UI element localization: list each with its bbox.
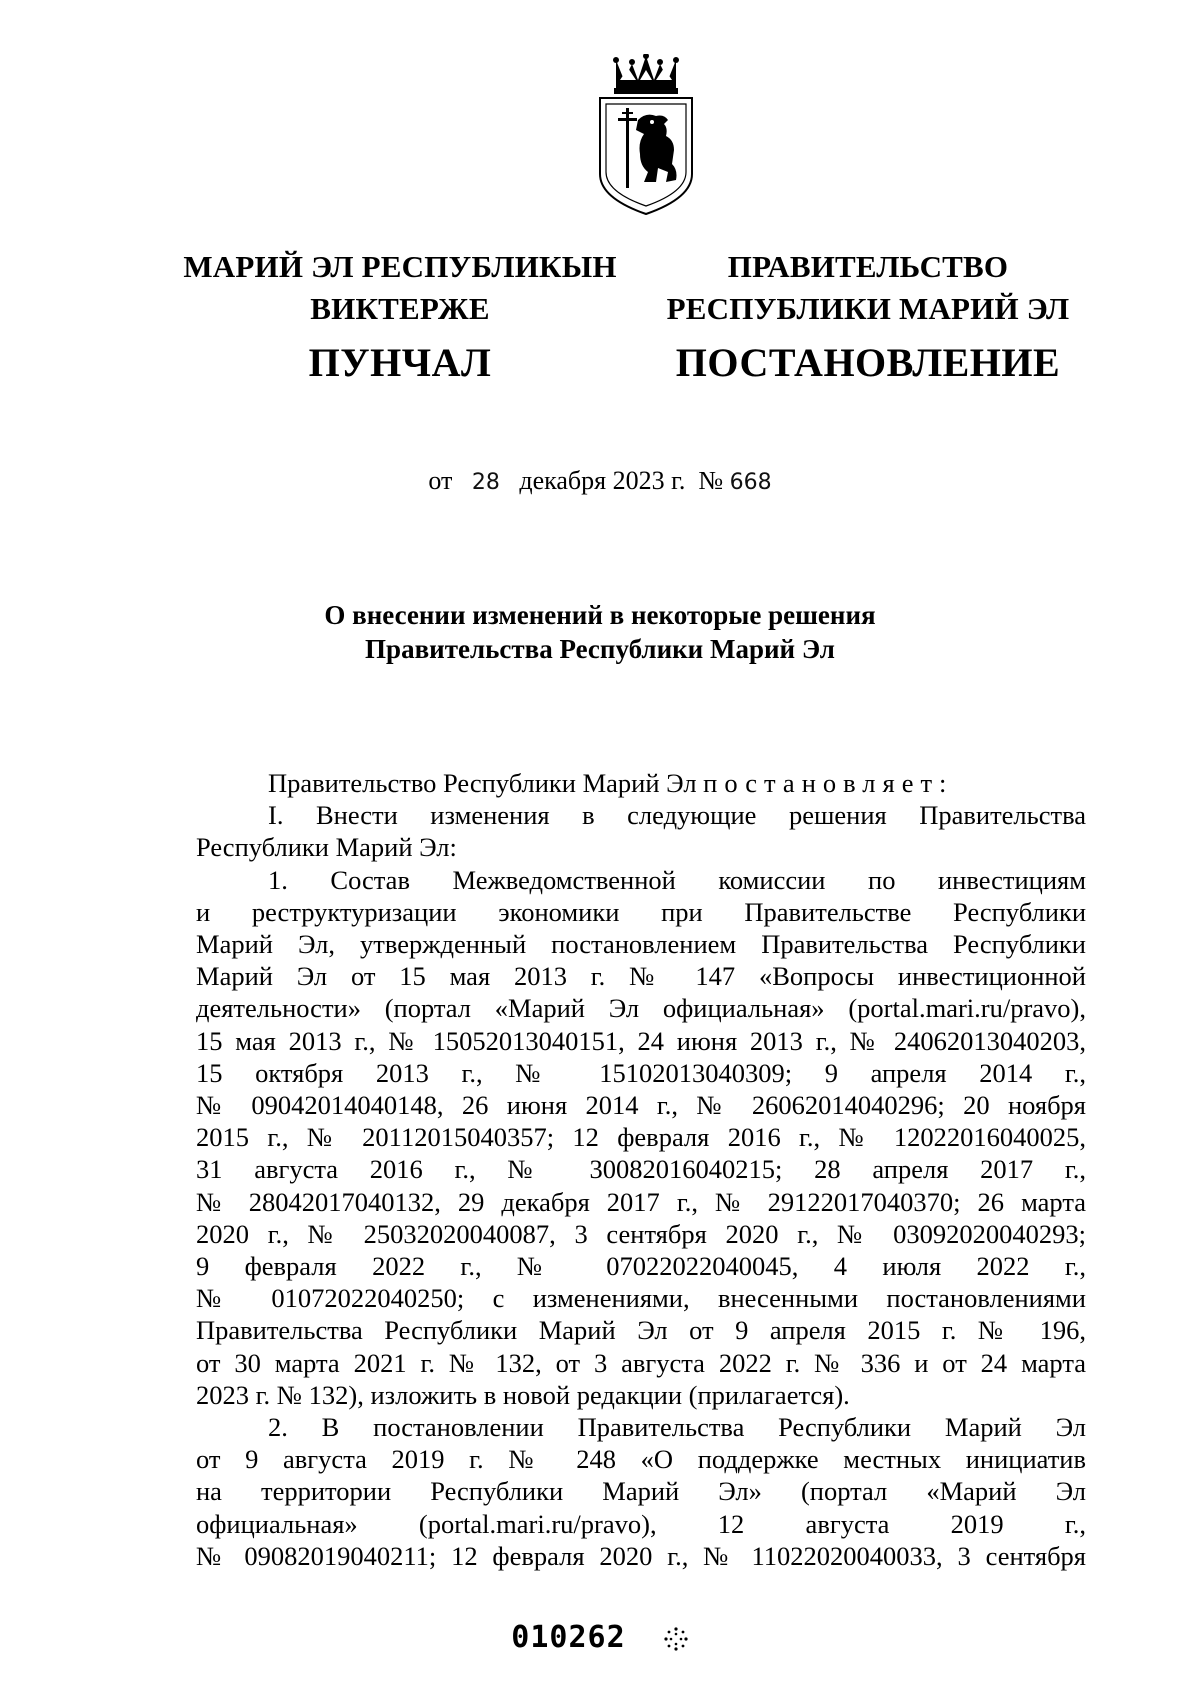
body-line: Марий Эл, утвержденный постановлением Правительства Республики xyxy=(196,929,1086,960)
serial-number: 010262 xyxy=(511,1620,626,1655)
document-body xyxy=(196,767,1086,1572)
body-line: № 01072022040250; с изменениями, внесенными постановлениями xyxy=(196,1283,1086,1314)
body-line: Марий Эл от 15 мая 2013 г. № 147 «Вопросы инвестиционной xyxy=(196,961,1086,992)
body-line: 2. В постановлении Правительства Республики Марий Эл xyxy=(268,1412,1086,1443)
body-line: 31 августа 2016 г., № 30082016040215; 28 апреля 2017 г., xyxy=(196,1154,1086,1185)
header-left-act: ПУНЧАЛ xyxy=(308,340,492,385)
date-day: 28 xyxy=(471,470,500,495)
header-right-act: ПОСТАНОВЛЕНИЕ xyxy=(675,340,1061,385)
header-right-block xyxy=(648,246,1088,386)
body-line: от 30 марта 2021 г. № 132, от 3 августа 2022 г. № 336 и от 24 марта xyxy=(196,1347,1086,1378)
body-line: № 28042017040132, 29 декабря 2017 г., № 29122017040370; 26 марта xyxy=(196,1186,1086,1217)
body-line: на территории Республики Марий Эл» (портал «Марий Эл xyxy=(196,1476,1086,1507)
document-title xyxy=(190,598,1010,666)
preamble xyxy=(196,767,1086,799)
coat-of-arms-icon xyxy=(594,54,698,220)
date-number-line xyxy=(0,466,1200,496)
body-line: 9 февраля 2022 г., № 07022022040045, 4 июля 2022 г., xyxy=(196,1251,1086,1282)
header-right-line1: ПРАВИТЕЛЬСТВО xyxy=(727,249,1009,284)
body-line: 2023 г. № 132), изложить в новой редакции (прилагается). xyxy=(196,1379,850,1410)
title-line1: О внесении изменений в некоторые решения xyxy=(324,600,876,630)
body-line: 2015 г., № 20112015040357; 12 февраля 2016 г., № 12022016040025, xyxy=(196,1122,1086,1153)
header-left-block xyxy=(180,246,620,386)
body-line: I. Внести изменения в следующие решения Правительства xyxy=(268,800,1086,831)
header-left-line1: МАРИЙ ЭЛ РЕСПУБЛИКЫН xyxy=(183,249,617,284)
title-line2: Правительства Республики Марий Эл xyxy=(365,634,835,664)
number-sign: № xyxy=(698,466,724,495)
body-line: и реструктуризации экономики при Правительстве Республики xyxy=(196,896,1086,927)
preamble-text: Правительство Республики Марий Эл xyxy=(268,768,704,798)
body-line: 2020 г., № 25032020040087, 3 сентября 2020 г., № 03092020040293; xyxy=(196,1218,1086,1249)
body-line: от 9 августа 2019 г. № 248 «О поддержке местных инициатив xyxy=(196,1444,1086,1475)
preamble-spaced: постановляет: xyxy=(703,768,954,798)
dotted-asterisk-icon xyxy=(663,1626,689,1652)
body-line: 1. Состав Межведомственной комиссии по инвестициям xyxy=(268,864,1086,895)
body-line: 15 мая 2013 г., № 15052013040151, 24 июня 2013 г., № 24062013040203, xyxy=(196,1025,1086,1056)
body-line: № 09082019040211; 12 февраля 2020 г., № 11022020040033, 3 сентября xyxy=(196,1540,1086,1571)
crown-icon xyxy=(613,54,679,94)
document-number: 668 xyxy=(729,470,772,495)
header-left-line2: ВИКТЕРЖЕ xyxy=(310,291,490,326)
body-line: Правительства Республики Марий Эл от 9 апреля 2015 г. № 196, xyxy=(196,1315,1086,1346)
body-line: 15 октября 2013 г., № 15102013040309; 9 апреля 2014 г., xyxy=(196,1057,1086,1088)
body-line: Республики Марий Эл: xyxy=(196,832,457,863)
body-line: официальная» (portal.mari.ru/pravo), 12 августа 2019 г., xyxy=(196,1508,1086,1539)
header-right-line2: РЕСПУБЛИКИ МАРИЙ ЭЛ xyxy=(666,291,1070,326)
date-prefix: от xyxy=(428,466,453,495)
date-month-year: декабря 2023 г. xyxy=(519,466,686,495)
form-serial-number xyxy=(0,1620,1200,1655)
body-line: деятельности» (портал «Марий Эл официальная» (portal.mari.ru/pravo), xyxy=(196,993,1086,1024)
body-line: № 09042014040148, 26 июня 2014 г., № 26062014040296; 20 ноября xyxy=(196,1090,1086,1121)
